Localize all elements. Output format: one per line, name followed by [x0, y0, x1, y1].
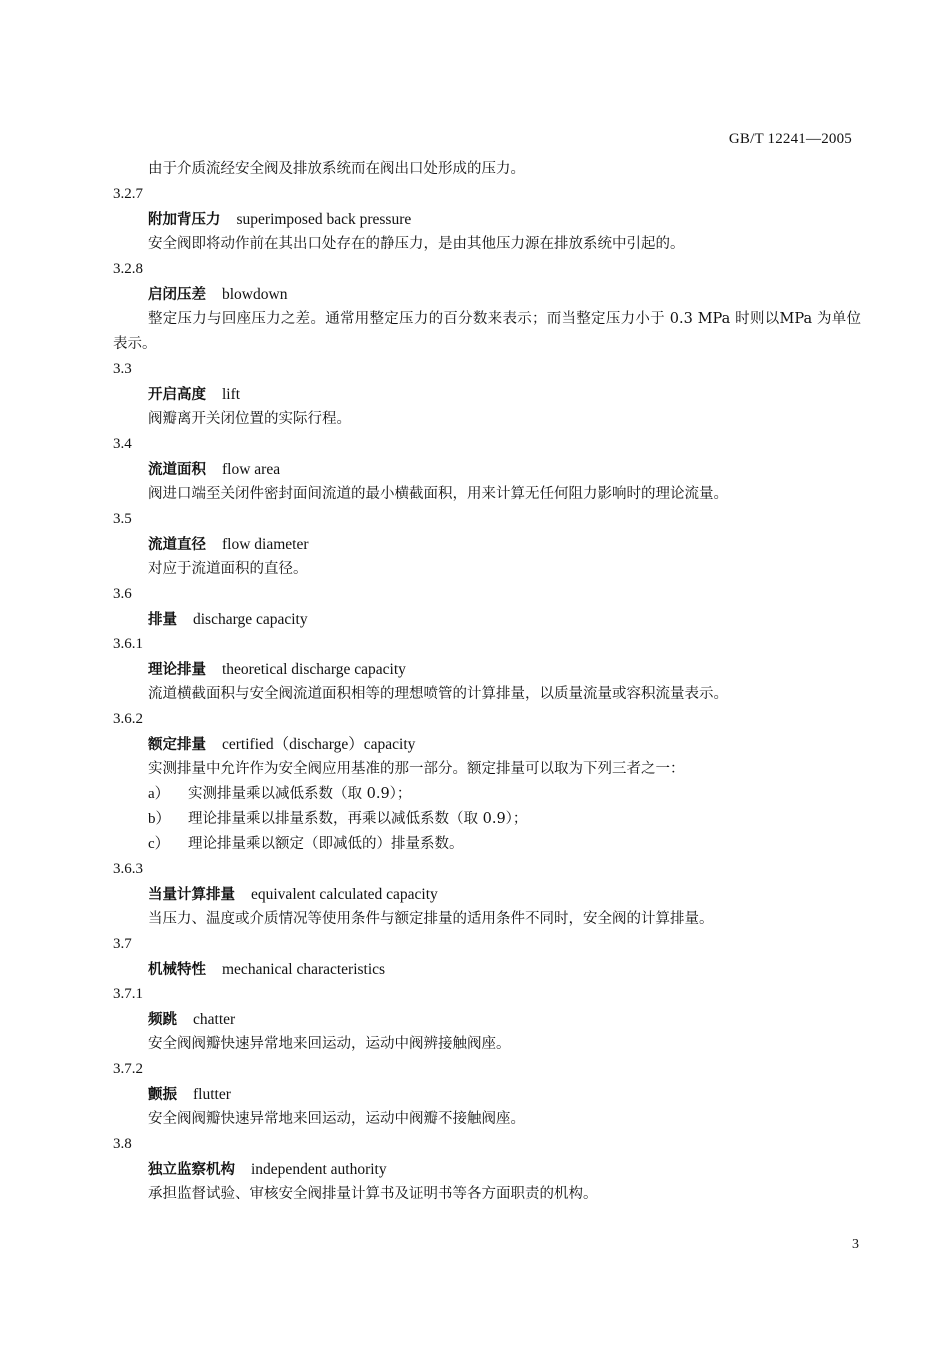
section-number: 3.4 — [113, 436, 132, 452]
term-english: blowdown — [222, 286, 288, 303]
term-english: equivalent calculated capacity — [251, 886, 438, 903]
term-heading — [113, 382, 861, 407]
term-english: certified（discharge）capacity — [222, 736, 416, 753]
section-number: 3.7.2 — [113, 1061, 143, 1077]
term-english: independent authority — [251, 1161, 387, 1178]
term-heading — [113, 882, 861, 907]
list-item — [113, 782, 861, 807]
term-english: mechanical characteristics — [222, 961, 386, 978]
term-chinese: 开启高度 — [148, 387, 206, 403]
term-heading — [113, 657, 861, 682]
term-heading — [113, 207, 861, 232]
section-number: 3.2.8 — [113, 261, 143, 277]
term-chinese: 排量 — [148, 612, 177, 628]
term-english: chatter — [193, 1011, 236, 1028]
definition-text: 阀瓣离开关闭位置的实际行程。 — [148, 411, 351, 427]
document-body — [113, 157, 861, 1207]
term-chinese: 理论排量 — [148, 662, 206, 678]
definition-text: 安全阀阀瓣快速异常地来回运动，运动中阀辨接触阀座。 — [148, 1036, 511, 1052]
term-english: superimposed back pressure — [236, 211, 412, 228]
section-number: 3.3 — [113, 361, 132, 377]
section-number: 3.6 — [113, 586, 132, 602]
list-item-label: a） — [148, 786, 170, 802]
definition-text: 阀进口端至关闭件密封面间流道的最小横截面积，用来计算无任何阻力影响时的理论流量。 — [148, 486, 728, 502]
definition-text: 流道横截面积与安全阀流道面积相等的理想喷管的计算排量，以质量流量或容积流量表示。 — [148, 686, 728, 702]
term-chinese: 额定排量 — [148, 737, 206, 753]
term-heading — [113, 607, 861, 632]
term-chinese: 颤振 — [148, 1087, 177, 1103]
term-english: discharge capacity — [193, 611, 308, 628]
list-item — [113, 832, 861, 857]
section-number: 3.2.7 — [113, 186, 143, 202]
term-heading — [113, 282, 861, 307]
definition-text: 当压力、温度或介质情况等使用条件与额定排量的适用条件不同时，安全阀的计算排量。 — [148, 911, 714, 927]
term-english: theoretical discharge capacity — [222, 661, 406, 678]
section-number: 3.6.1 — [113, 636, 143, 652]
term-heading — [113, 957, 861, 982]
section-number: 3.7 — [113, 936, 132, 952]
definition-text: 承担监督试验、审核安全阀排量计算书及证明书等各方面职责的机构。 — [148, 1186, 598, 1202]
term-english: flow diameter — [222, 536, 309, 553]
term-english: flow area — [222, 461, 281, 478]
term-chinese: 流道面积 — [148, 462, 206, 478]
term-heading — [113, 532, 861, 557]
standard-code-header: GB/T 12241—2005 — [728, 131, 852, 147]
term-heading — [113, 1082, 861, 1107]
list-item-text: 实测排量乘以减低系数（取 0.9）； — [188, 786, 412, 802]
page-number: 3 — [852, 1237, 859, 1252]
term-heading — [113, 732, 861, 757]
definition-text: 安全阀即将动作前在其出口处存在的静压力，是由其他压力源在排放系统中引起的。 — [148, 236, 685, 252]
section-number: 3.8 — [113, 1136, 132, 1152]
term-chinese: 当量计算排量 — [148, 887, 235, 903]
definition-text: 对应于流道面积的直径。 — [148, 561, 308, 577]
term-heading — [113, 457, 861, 482]
section-number: 3.6.2 — [113, 711, 143, 727]
term-chinese: 独立监察机构 — [148, 1162, 235, 1178]
list-item-text: 理论排量乘以排量系数，再乘以减低系数（取 0.9）； — [188, 811, 528, 827]
section-number: 3.7.1 — [113, 986, 143, 1002]
list-item-label: c） — [148, 836, 170, 852]
definition-text: 整定压力与回座压力之差。通常用整定压力的百分数来表示；而当整定压力小于 0.3 MPa 时则以MPa 为单位表示。 — [113, 311, 861, 352]
term-english: flutter — [193, 1086, 231, 1103]
section-number: 3.6.3 — [113, 861, 143, 877]
section-number: 3.5 — [113, 511, 132, 527]
term-english: lift — [222, 386, 241, 403]
list-item-text: 理论排量乘以额定（即减低的）排量系数。 — [188, 836, 464, 852]
term-chinese: 流道直径 — [148, 537, 206, 553]
term-chinese: 附加背压力 — [148, 212, 221, 228]
term-heading — [113, 1007, 861, 1032]
term-chinese: 频跳 — [148, 1012, 177, 1028]
definition-text: 实测排量中允许作为安全阀应用基准的那一部分。额定排量可以取为下列三者之一： — [148, 761, 685, 777]
definition-text: 由于介质流经安全阀及排放系统而在阀出口处形成的压力。 — [148, 161, 525, 177]
term-chinese: 机械特性 — [148, 962, 206, 978]
list-item-label: b） — [148, 811, 171, 827]
term-chinese: 启闭压差 — [148, 287, 206, 303]
list-item — [113, 807, 861, 832]
term-heading — [113, 1157, 861, 1182]
definition-text: 安全阀阀瓣快速异常地来回运动，运动中阀瓣不接触阀座。 — [148, 1111, 525, 1127]
